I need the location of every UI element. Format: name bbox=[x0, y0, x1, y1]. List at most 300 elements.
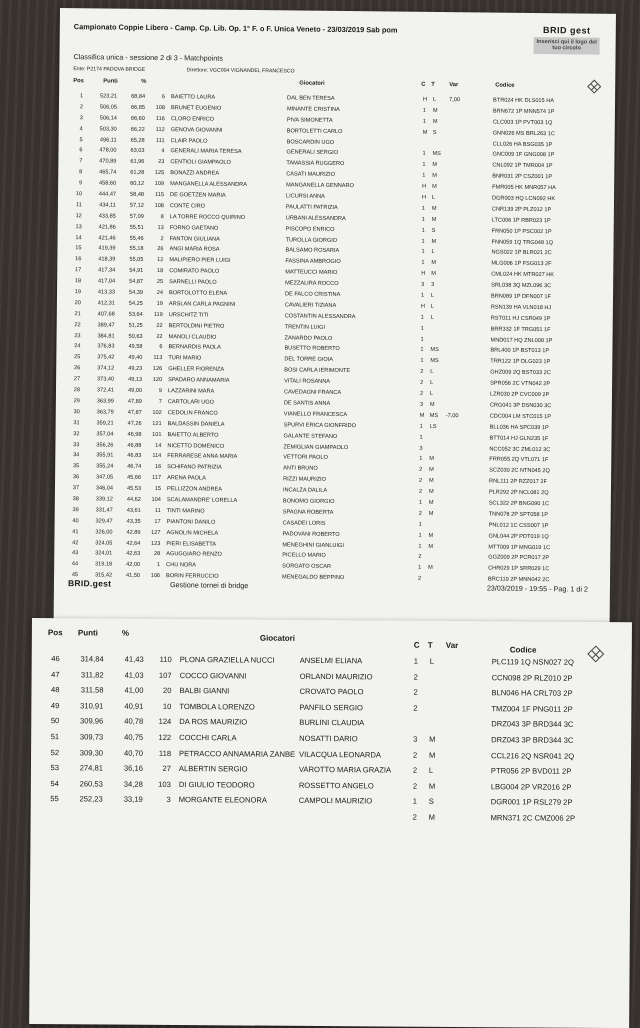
cell-codice: GNL044 2P PDT019 1Q bbox=[488, 533, 548, 540]
cell-pct: 42,64 bbox=[120, 540, 140, 546]
cell-pct: 49,58 bbox=[122, 344, 142, 350]
cell-pct: 41,00 bbox=[113, 686, 143, 695]
cell-codice: LZR030 2P CVC009 2P bbox=[490, 392, 549, 399]
cell-codice: CRG041 3P DSN030 3C bbox=[490, 402, 552, 409]
cell-codice: LBG004 2P VRZ016 2P bbox=[491, 782, 572, 792]
cell-pos: 44 bbox=[64, 561, 78, 567]
cell-t: M bbox=[432, 238, 437, 244]
cell-punti: 458,60 bbox=[88, 180, 116, 186]
cell-punti: 470,89 bbox=[88, 159, 116, 165]
cell-c: 2 bbox=[413, 813, 417, 822]
cell-board: 106 bbox=[146, 573, 160, 579]
cell-board: 111 bbox=[151, 138, 165, 144]
header-codice: Codice bbox=[495, 83, 514, 89]
cell-player-2: COSTANTIN ALESSANDRA bbox=[285, 313, 356, 320]
cell-player-2: LICURSI ANNA bbox=[286, 193, 325, 199]
cell-pos: 10 bbox=[68, 191, 82, 197]
cell-player-1: PIANTONI DANILO bbox=[167, 519, 216, 526]
cell-t: MS bbox=[430, 358, 438, 364]
cell-codice: RNL111 2P RZZ017 2F bbox=[489, 479, 547, 486]
cell-pct: 66,22 bbox=[125, 126, 145, 132]
cell-player-2: URBANI ALESSANDRA bbox=[286, 215, 346, 222]
cell-c: 1 bbox=[422, 162, 425, 168]
cell-codice: MTT009 1P MNG019 1C bbox=[488, 544, 550, 551]
cell-pos: 9 bbox=[68, 180, 82, 186]
header-punti: Punti bbox=[78, 628, 98, 637]
cell-t: M bbox=[429, 735, 435, 744]
cell-punti: 376,83 bbox=[86, 344, 114, 350]
cell-player-1: ANGI MARIA ROSA bbox=[169, 247, 219, 254]
cell-pct: 40,75 bbox=[113, 733, 143, 742]
cell-player-2: CAVALIERI TIZIANA bbox=[285, 302, 336, 309]
cell-player-1: GENERALI MARIA TERESA bbox=[170, 149, 241, 156]
cell-player-1: DA ROS MAURIZIO bbox=[179, 717, 247, 726]
cell-t: M bbox=[432, 206, 437, 212]
header-var: Var bbox=[446, 641, 459, 650]
cell-player-2: SPURVI ERICA GIONFRIDO bbox=[284, 422, 356, 429]
cell-pct: 54,87 bbox=[123, 279, 143, 285]
cell-c: 2 bbox=[414, 672, 418, 681]
cell-player-2: VITALI ROSANNA bbox=[284, 379, 330, 385]
cell-punti: 389,47 bbox=[87, 322, 115, 328]
cell-board: 126 bbox=[148, 366, 162, 372]
cell-codice: DGR003 HQ LCN092 HK bbox=[492, 196, 555, 203]
cell-punti: 355,24 bbox=[85, 464, 113, 470]
cell-c: H bbox=[421, 271, 425, 277]
cell-c: M bbox=[420, 413, 425, 419]
cell-t: L bbox=[431, 293, 434, 299]
cell-t: M bbox=[428, 543, 433, 549]
cell-punti: 412,31 bbox=[87, 300, 115, 306]
ranking-table bbox=[43, 652, 624, 828]
cell-c: 2 bbox=[419, 467, 422, 473]
cell-pct: 55,05 bbox=[123, 257, 143, 263]
cell-board: 119 bbox=[149, 312, 163, 318]
cell-c: 1 bbox=[422, 217, 425, 223]
cell-c: 2 bbox=[419, 489, 422, 495]
cell-c: 2 bbox=[413, 750, 417, 759]
results-sheet-page-1 bbox=[54, 8, 616, 634]
cell-punti: 421,46 bbox=[88, 235, 116, 241]
cell-player-2: MANGANELLA GENNARO bbox=[286, 183, 354, 190]
cell-pos: 53 bbox=[43, 763, 59, 772]
cell-pos: 27 bbox=[66, 376, 80, 382]
cell-punti: 339,12 bbox=[85, 496, 113, 502]
ranking-subtitle: Classifica unica - sessione 2 di 3 - Matchpoints bbox=[73, 52, 223, 63]
cell-pct: 47,89 bbox=[122, 399, 142, 405]
cell-player-1: DE GOETZEN MARIA bbox=[170, 192, 226, 199]
cell-pos: 7 bbox=[68, 158, 82, 164]
cell-codice: FNN059 1Q TRG048 1Q bbox=[492, 239, 554, 246]
cell-var: 7,00 bbox=[449, 97, 460, 103]
cell-punti: 421,86 bbox=[88, 224, 116, 230]
cell-board: 125 bbox=[150, 170, 164, 176]
cell-player-1: NICETTO DOMENICO bbox=[167, 443, 224, 450]
cell-board: 24 bbox=[149, 290, 163, 296]
cell-player-2: BURLINI CLAUDIA bbox=[299, 718, 364, 727]
cell-c: 1 bbox=[422, 151, 425, 157]
cell-player-1: TURI MARIO bbox=[168, 356, 201, 362]
cell-board: 101 bbox=[148, 432, 162, 438]
cell-t: M bbox=[429, 467, 434, 473]
cell-board: 6 bbox=[148, 344, 162, 350]
cell-punti: 319,18 bbox=[84, 562, 112, 568]
cell-pct: 34,28 bbox=[113, 779, 143, 788]
cell-pct: 43,61 bbox=[121, 508, 141, 514]
cell-c: 2 bbox=[419, 478, 422, 484]
cell-codice: TMZ004 1F PNG011 2P bbox=[491, 704, 572, 714]
logo-placeholder: Inserisci qui il logo del tuo circolo bbox=[534, 37, 600, 55]
cell-player-2: CASATI MAURIZIO bbox=[286, 172, 335, 179]
cell-pct: 66,60 bbox=[125, 115, 145, 121]
grid-icon bbox=[587, 80, 601, 94]
cell-player-1: CHU NORA bbox=[166, 562, 196, 568]
cell-pos: 14 bbox=[68, 235, 82, 241]
cell-board: 3 bbox=[153, 795, 171, 804]
cell-c: 2 bbox=[413, 766, 417, 775]
cell-punti: 418,39 bbox=[87, 257, 115, 263]
cell-punti: 373,40 bbox=[86, 376, 114, 382]
header-codice: Codice bbox=[510, 645, 537, 654]
cell-c: 1 bbox=[421, 315, 424, 321]
cell-c: 1 bbox=[420, 358, 423, 364]
cell-pct: 43,35 bbox=[121, 518, 141, 524]
cell-var: -7,00 bbox=[446, 413, 459, 419]
cell-codice: GNC009 1F GNG008 1P bbox=[492, 152, 554, 159]
cell-codice: FRN050 1P PSC002 1P bbox=[492, 228, 552, 235]
cell-pos: 34 bbox=[65, 452, 79, 458]
cell-player-1: ARENA PAOLA bbox=[167, 475, 206, 481]
cell-codice: BTR024 HK DLS015 HA bbox=[493, 98, 554, 105]
cell-codice: PNL012 1C CSS007 1P bbox=[489, 522, 549, 529]
cell-t: M bbox=[429, 813, 435, 822]
cell-board: 8 bbox=[150, 214, 164, 220]
cell-t: M bbox=[429, 782, 435, 791]
cell-player-1: ALBERTIN SERGIO bbox=[179, 764, 248, 773]
cell-codice: GNN026 MS BRL263 1C bbox=[493, 130, 555, 137]
cell-board: 123 bbox=[146, 540, 160, 546]
cell-player-2: SPAGNA ROBERTA bbox=[283, 509, 334, 516]
cell-codice: MRN371 2C CMZ006 2P bbox=[491, 813, 575, 823]
cell-pct: 53,64 bbox=[123, 311, 143, 317]
header-var: Var bbox=[449, 82, 458, 88]
cell-punti: 252,23 bbox=[65, 795, 103, 804]
cell-t: M bbox=[431, 271, 436, 277]
cell-pos: 21 bbox=[67, 311, 81, 317]
cell-t: L bbox=[430, 391, 433, 397]
cell-pct: 49,23 bbox=[122, 366, 142, 372]
cell-punti: 346,04 bbox=[85, 485, 113, 491]
cell-punti: 384,81 bbox=[87, 333, 115, 339]
cell-player-1: SCHIFANO PATRIZIA bbox=[167, 464, 222, 471]
cell-player-1: PETRACCO ANNAMARIA ZANBE bbox=[179, 749, 295, 759]
cell-pct: 46,88 bbox=[121, 442, 141, 448]
cell-punti: 417,04 bbox=[87, 278, 115, 284]
cell-pct: 49,40 bbox=[122, 355, 142, 361]
cell-player-2: MATTEUCCI MARIO bbox=[285, 270, 337, 277]
cell-c: H bbox=[422, 195, 426, 201]
cell-pos: 54 bbox=[43, 779, 59, 788]
cell-player-1: BRUNET EUGENIO bbox=[171, 105, 221, 112]
header-giocatori: Giocatori bbox=[260, 634, 295, 643]
cell-pct: 41,50 bbox=[120, 573, 140, 579]
cell-pos: 55 bbox=[43, 794, 59, 803]
cell-pos: 40 bbox=[65, 518, 79, 524]
cell-pct: 49,13 bbox=[122, 377, 142, 383]
cell-board: 115 bbox=[150, 192, 164, 198]
header-giocatori: Giocatori bbox=[299, 81, 325, 87]
cell-board: 27 bbox=[153, 764, 171, 773]
cell-board: 109 bbox=[150, 181, 164, 187]
cell-c: 1 bbox=[422, 206, 425, 212]
footer-description: Gestione tornei di bridge bbox=[170, 580, 248, 590]
cell-t: M bbox=[429, 750, 435, 759]
cell-punti: 324,01 bbox=[84, 551, 112, 557]
cell-player-2: CAMPOLI MAURIZIO bbox=[299, 796, 372, 806]
cell-pct: 47,87 bbox=[122, 409, 142, 415]
cell-codice: NCC052 3C ZML012 3C bbox=[489, 446, 550, 453]
cell-t: M bbox=[428, 533, 433, 539]
cell-pct: 47,26 bbox=[122, 420, 142, 426]
cell-codice: SCZ030 2C NTN045 2Q bbox=[489, 468, 550, 475]
cell-board: 19 bbox=[149, 301, 163, 307]
cell-c: 1 bbox=[418, 543, 421, 549]
cell-player-1: GHELLER FIORENZA bbox=[168, 366, 224, 373]
cell-player-2: DEL TORRE GIOIA bbox=[284, 357, 333, 364]
cell-board: 102 bbox=[148, 410, 162, 416]
cell-punti: 309,30 bbox=[65, 748, 103, 757]
cell-player-1: COMIRATO PAOLO bbox=[169, 268, 219, 275]
cell-c: H bbox=[422, 184, 426, 190]
cell-player-2: ANTI BRUNO bbox=[283, 466, 318, 472]
cell-punti: 407,68 bbox=[87, 311, 115, 317]
cell-punti: 503,30 bbox=[89, 126, 117, 132]
cell-codice: GHZ009 2Q BST033 2C bbox=[490, 370, 551, 377]
cell-player-1: CARTOLARI UGO bbox=[168, 399, 214, 405]
cell-player-1: BALDASSIN DANIELA bbox=[168, 421, 225, 428]
cell-player-1: MANOLI CLAUDIO bbox=[169, 334, 217, 341]
cell-pct: 57,12 bbox=[124, 203, 144, 209]
cell-c: 1 bbox=[422, 173, 425, 179]
cell-punti: 478,00 bbox=[88, 148, 116, 154]
cell-c: 1 bbox=[420, 347, 423, 353]
cell-pos: 30 bbox=[66, 409, 80, 415]
cell-pct: 40,91 bbox=[113, 701, 143, 710]
cell-punti: 314,84 bbox=[66, 654, 104, 663]
cell-t: L bbox=[432, 195, 435, 201]
cell-player-1: BORIN FERRUCCIO bbox=[166, 573, 219, 580]
cell-player-2: BONOMO GIORGIO bbox=[283, 498, 335, 505]
cell-c: 1 bbox=[423, 119, 426, 125]
cell-c: 2 bbox=[418, 554, 421, 560]
header-pct: % bbox=[141, 79, 146, 85]
cell-punti: 506,05 bbox=[89, 104, 117, 110]
cell-player-1: MALIPIERO PIER LUIGI bbox=[169, 258, 230, 265]
cell-c: 1 bbox=[420, 424, 423, 430]
cell-codice: BLL036 HA SPC039 1P bbox=[490, 424, 549, 431]
cell-player-1: ARSLAN CARLA PAGNINI bbox=[169, 301, 235, 308]
cell-board: 11 bbox=[147, 508, 161, 514]
cell-pos: 35 bbox=[65, 463, 79, 469]
cell-punti: 309,73 bbox=[65, 732, 103, 741]
cell-pos: 52 bbox=[43, 748, 59, 757]
cell-player-1: SARNELLI PAOLO bbox=[169, 279, 217, 285]
cell-codice: BRN089 1P DFN007 1F bbox=[491, 294, 551, 301]
cell-pct: 51,25 bbox=[123, 322, 143, 328]
footer-brand: BRID.gest bbox=[68, 578, 111, 588]
cell-punti: 434,11 bbox=[88, 202, 116, 208]
cell-t: S bbox=[432, 228, 436, 234]
cell-pos: 20 bbox=[67, 300, 81, 306]
footer-timestamp: 23/03/2019 - 19:55 - Pag. 1 di 2 bbox=[487, 584, 588, 594]
cell-player-2: ROSSETTO ANGELO bbox=[299, 781, 374, 791]
cell-board: 22 bbox=[149, 323, 163, 329]
cell-player-2: GENERALI SERGIO bbox=[286, 150, 338, 157]
cell-player-1: PIERI ELISABETTA bbox=[166, 541, 216, 548]
cell-t: M bbox=[432, 217, 437, 223]
cell-punti: 326,00 bbox=[84, 529, 112, 535]
cell-t: M bbox=[429, 500, 434, 506]
cell-pos: 13 bbox=[68, 224, 82, 230]
cell-pct: 54,25 bbox=[123, 301, 143, 307]
table-header bbox=[60, 8, 616, 14]
cell-punti: 310,91 bbox=[65, 701, 103, 710]
cell-punti: 309,96 bbox=[65, 717, 103, 726]
cell-c: H bbox=[421, 304, 425, 310]
cell-pct: 45,53 bbox=[121, 486, 141, 492]
cell-c: 1 bbox=[413, 797, 417, 806]
cell-t: M bbox=[431, 260, 436, 266]
cell-t: L bbox=[431, 315, 434, 321]
cell-punti: 465,74 bbox=[88, 170, 116, 176]
cell-c: 3 bbox=[420, 402, 423, 408]
cell-player-2: PADOVANI ROBERTO bbox=[282, 531, 339, 538]
cell-board: 108 bbox=[151, 105, 165, 111]
cell-codice: GGZ009 2P PCR017 2P bbox=[488, 555, 549, 562]
cell-pct: 54,91 bbox=[123, 268, 143, 274]
cell-player-1: FANTON GIULIANA bbox=[170, 236, 220, 243]
cell-pos: 42 bbox=[64, 540, 78, 546]
cell-punti: 357,04 bbox=[86, 431, 114, 437]
cell-codice: BTT014 HJ GLN235 1F bbox=[489, 435, 548, 442]
cell-player-2: MENEGHINI GIANLUIGI bbox=[282, 542, 344, 549]
cell-board: 16 bbox=[147, 464, 161, 470]
cell-board: 121 bbox=[148, 421, 162, 427]
cell-codice: BRC119 2P MNN042 2C bbox=[488, 577, 549, 584]
cell-player-2: BOSI CARLA IERIMONTE bbox=[284, 368, 350, 375]
cell-player-1: BORTOLOTTO ELENA bbox=[169, 290, 227, 297]
cell-player-2: BOSCARDIN UGO bbox=[287, 139, 335, 145]
cell-board: 114 bbox=[147, 453, 161, 459]
cell-board: 22 bbox=[149, 334, 163, 340]
cell-board: 120 bbox=[148, 377, 162, 383]
cell-player-1: TOMBOLA LORENZO bbox=[179, 702, 254, 712]
cell-punti: 329,47 bbox=[85, 518, 113, 524]
cell-pos: 48 bbox=[43, 685, 59, 694]
ranking-table bbox=[64, 92, 609, 588]
cell-player-2: FASSINA AMBROGIO bbox=[285, 259, 340, 266]
cell-punti: 274,81 bbox=[65, 763, 103, 772]
cell-codice: SCL322 2P BNG090 1C bbox=[489, 500, 549, 507]
cell-pos: 32 bbox=[66, 431, 80, 437]
cell-codice: CDC004 LM STC015 1P bbox=[490, 413, 551, 420]
cell-pos: 4 bbox=[69, 126, 83, 132]
header-t: T bbox=[431, 82, 435, 88]
cell-punti: 356,26 bbox=[85, 442, 113, 448]
cell-player-1: SPADARO ANNAMARIA bbox=[168, 377, 230, 384]
cell-board: 122 bbox=[153, 733, 171, 742]
cell-pct: 40,78 bbox=[113, 717, 143, 726]
cell-player-2: PAULATTI PATRIZIA bbox=[286, 204, 338, 211]
cell-codice: CLC003 1P PVT003 1Q bbox=[493, 119, 553, 126]
cell-player-1: CLORO ENRICO bbox=[171, 116, 214, 122]
cell-player-2: CASADEI LORIS bbox=[283, 520, 326, 526]
cell-c: 1 bbox=[422, 227, 425, 233]
cell-c: 2 bbox=[413, 688, 417, 697]
cell-player-2: MINANTE CRISTINA bbox=[287, 106, 340, 113]
cell-pos: 51 bbox=[43, 732, 59, 741]
cell-player-1: MANGANELLA ALESSANDRA bbox=[170, 181, 247, 188]
cell-punti: 260,53 bbox=[65, 779, 103, 788]
cell-player-1: BALBI GIANNI bbox=[179, 686, 229, 695]
cell-pct: 68,84 bbox=[125, 94, 145, 100]
cell-c: 1 bbox=[421, 293, 424, 299]
cell-codice: TNN078 2P SPT058 1P bbox=[489, 511, 548, 518]
cell-board: 107 bbox=[154, 670, 172, 679]
cell-player-2: PISCOPO ENRICO bbox=[286, 226, 335, 233]
cell-player-2: ZEMIGLIAN GIAMPAOLO bbox=[283, 444, 348, 451]
cell-board: 110 bbox=[154, 655, 172, 664]
cell-t: L bbox=[430, 369, 433, 375]
cell-c: 1 bbox=[423, 108, 426, 114]
cell-board: 124 bbox=[153, 717, 171, 726]
cell-player-2: PIVA SIMONETTA bbox=[287, 117, 333, 123]
cell-pos: 17 bbox=[67, 267, 81, 273]
cell-board: 4 bbox=[150, 148, 164, 154]
cell-player-2: CROVATO PAOLO bbox=[299, 687, 363, 696]
cell-codice: TRR122 1P DLG023 1P bbox=[490, 359, 550, 366]
cell-player-2: ZANARDO PAOLO bbox=[285, 335, 333, 341]
cell-pos: 28 bbox=[66, 387, 80, 393]
cell-codice: BRR332 1F TRG051 1F bbox=[491, 326, 551, 333]
cell-t: LS bbox=[430, 424, 437, 430]
cell-player-2: NOSATTI DARIO bbox=[299, 734, 358, 743]
cell-player-2: VILACQUA LEONARDA bbox=[299, 749, 381, 759]
cell-pct: 44,62 bbox=[121, 497, 141, 503]
cell-c: 1 bbox=[419, 522, 422, 528]
cell-pos: 47 bbox=[44, 670, 60, 679]
cell-board: 112 bbox=[151, 127, 165, 133]
cell-codice: BNR031 2P CSZ001 1P bbox=[492, 174, 552, 181]
cell-board: 103 bbox=[153, 780, 171, 789]
cell-t: M bbox=[432, 162, 437, 168]
cell-pct: 55,46 bbox=[124, 235, 144, 241]
cell-t: M bbox=[430, 402, 435, 408]
cell-t: MS bbox=[430, 347, 438, 353]
cell-pos: 50 bbox=[43, 716, 59, 725]
cell-pos: 29 bbox=[66, 398, 80, 404]
cell-t: M bbox=[429, 489, 434, 495]
cell-codice: RSN139 HA VLN018 HJ bbox=[491, 304, 551, 311]
cell-player-2: BUSETTO ROBERTO bbox=[284, 346, 339, 353]
cell-pct: 46,74 bbox=[121, 464, 141, 470]
cell-pct: 49,00 bbox=[122, 388, 142, 394]
cell-codice: BRL400 1P BST013 1P bbox=[490, 348, 549, 355]
tournament-title: Campionato Coppie Libero - Camp. Cp. Lib. Op. 1° F. o F. Unica Veneto - 23/03/2019 Sab pom bbox=[74, 22, 434, 35]
cell-pos: 23 bbox=[67, 333, 81, 339]
cell-pct: 46,83 bbox=[121, 453, 141, 459]
cell-c: 1 bbox=[419, 434, 422, 440]
